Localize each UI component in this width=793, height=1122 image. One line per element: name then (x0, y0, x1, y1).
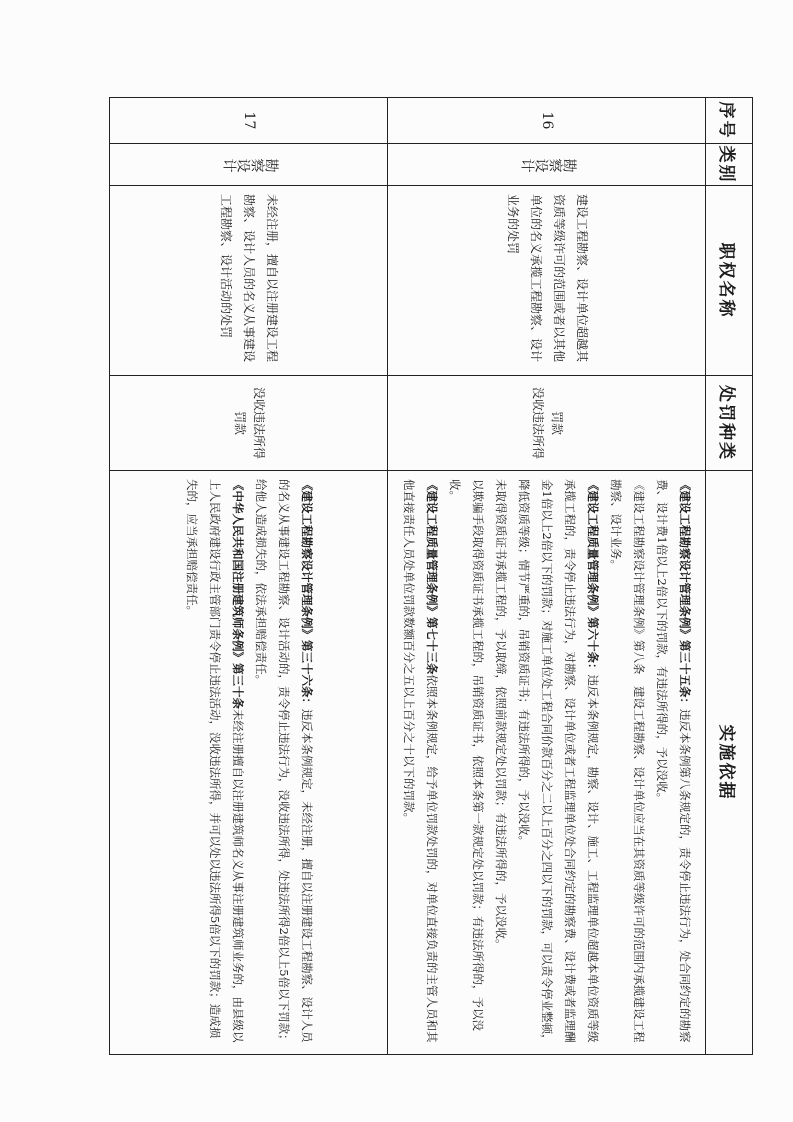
header-seq: 序号 (706, 98, 753, 144)
basis-text: 违反本条例规定，未经注册，擅自以注册建设工程勘察、设计人员的名义从事建设工程勘察、设计活动的，责令停止违法行为，没收违法所得，处违法所得2倍以上5倍以下罚款；给他人造成损失的，依法承担赔偿责任。 (253, 479, 314, 1046)
row-category (388, 144, 706, 186)
row-penalty-type-2: 罚款 (232, 410, 247, 435)
table-row (110, 98, 388, 1055)
row-category (110, 144, 388, 186)
basis-paragraph (443, 479, 489, 1046)
basis-lead: 《中华人民共和国注册建筑师条例》第三十条 (230, 479, 245, 709)
header-name: 职权名称 (706, 186, 753, 376)
basis-lead: 《建设工程质量管理条例》第六十条： (586, 479, 601, 675)
row-category-text: 勘察设计 (520, 156, 577, 173)
row-category-text: 勘察设计 (222, 156, 279, 173)
basis-text: 未经注册擅自以注册建筑师名义从事注册建筑师业务的，由县级以上人民政府建设行政主管部门责令停止违法活动，没收违法所得，并可以处以违法所得5倍以下的罚款；造成损失的，应当承担赔偿责任。 (184, 479, 245, 1043)
row-basis-cell (110, 471, 388, 1055)
header-penalty-type: 处罚种类 (706, 376, 753, 471)
row-penalty-type-cell (388, 376, 706, 471)
header-basis: 实施依据 (706, 471, 753, 1055)
row-basis (176, 471, 322, 1054)
row-basis (393, 471, 700, 1054)
basis-text: 以欺骗手段取得资质证书承揽工程的，吊销资质证书，依照本条第一款规定处以罚款；有违法所得的，予以没收。 (448, 479, 486, 1031)
basis-paragraph (249, 479, 318, 1046)
basis-lead: 《建设工程质量管理条例》第七十三条 (425, 479, 440, 675)
row-penalty-type-cell (110, 376, 388, 471)
table-row (388, 98, 706, 1055)
basis-paragraph (180, 479, 249, 1046)
row-name-cell (110, 186, 388, 376)
basis-lead: 《建设工程勘察设计管理条例》第三十五条： (678, 479, 693, 709)
row-name-cell (388, 186, 706, 376)
basis-text: 违反本条例第八条规定的，责令停止违法行为，处合同约定的勘察费、设计费1倍以上2倍以下的罚款，有违法所得的，予以没收。 (655, 479, 693, 1043)
basis-paragraph (512, 479, 604, 1046)
row-basis-cell (388, 471, 706, 1055)
basis-lead: 《建设工程勘察设计管理条例》第三十六条： (299, 479, 314, 709)
basis-text: 《建设工程勘察设计管理条例》第八条 建设工程勘察、设计单位应当在其资质等级许可的范围内承揽建设工程勘察、设计业务。 (609, 479, 647, 1043)
row-penalty-type-2: 没收违法所得 (530, 386, 545, 459)
basis-paragraph (604, 479, 650, 1046)
basis-paragraph (397, 479, 443, 1046)
row-name: 未经注册，擅自以注册建设工程勘察、设计人员的名义从事建设工程勘察、设计活动的处罚 (219, 194, 280, 363)
table-header-row (706, 98, 753, 1055)
basis-text: 违反本条例规定，勘察、设计、施工、工程监理单位超越本单位资质等级承揽工程的，责令停止违法行为，对勘察、设计单位或者工程监理单位处合同约定的勘察费、设计费或者监理酬金1倍以上2倍以下的罚款；对施工单位处工程合同价款百分之二以上百分之四以下的罚款，可以责令停业整顿，降低资质等级；情节严重的，吊销资质证书；有违法所得的，予以没收。 (517, 479, 601, 1046)
penalty-authority-table (109, 97, 753, 1055)
basis-paragraph (650, 479, 696, 1046)
basis-text: 未取得资质证书承揽工程的，予以取缔，依照前款规定处以罚款；有违法所得的，予以没收。 (494, 479, 509, 951)
header-category: 类别 (706, 144, 753, 186)
basis-text: 依照本条例规定，给予单位罚款处罚的，对单位直接负责的主管人员和其他直接责任人员处单位罚款数额百分之五以上百分之十以下的罚款。 (402, 479, 440, 1043)
row-penalty-type-1: 没收违法所得 (251, 386, 266, 459)
row-penalty-type-1: 罚款 (549, 410, 564, 435)
row-seq: 16 (388, 98, 706, 144)
basis-paragraph (489, 479, 512, 1046)
row-name: 建设工程勘察、设计单位超越其资质等级许可的范围或者以其他单位的名义承揽工程勘察、设计业务的处罚 (505, 194, 589, 363)
row-seq: 17 (110, 98, 388, 144)
rotated-table-sheet (109, 97, 753, 1055)
